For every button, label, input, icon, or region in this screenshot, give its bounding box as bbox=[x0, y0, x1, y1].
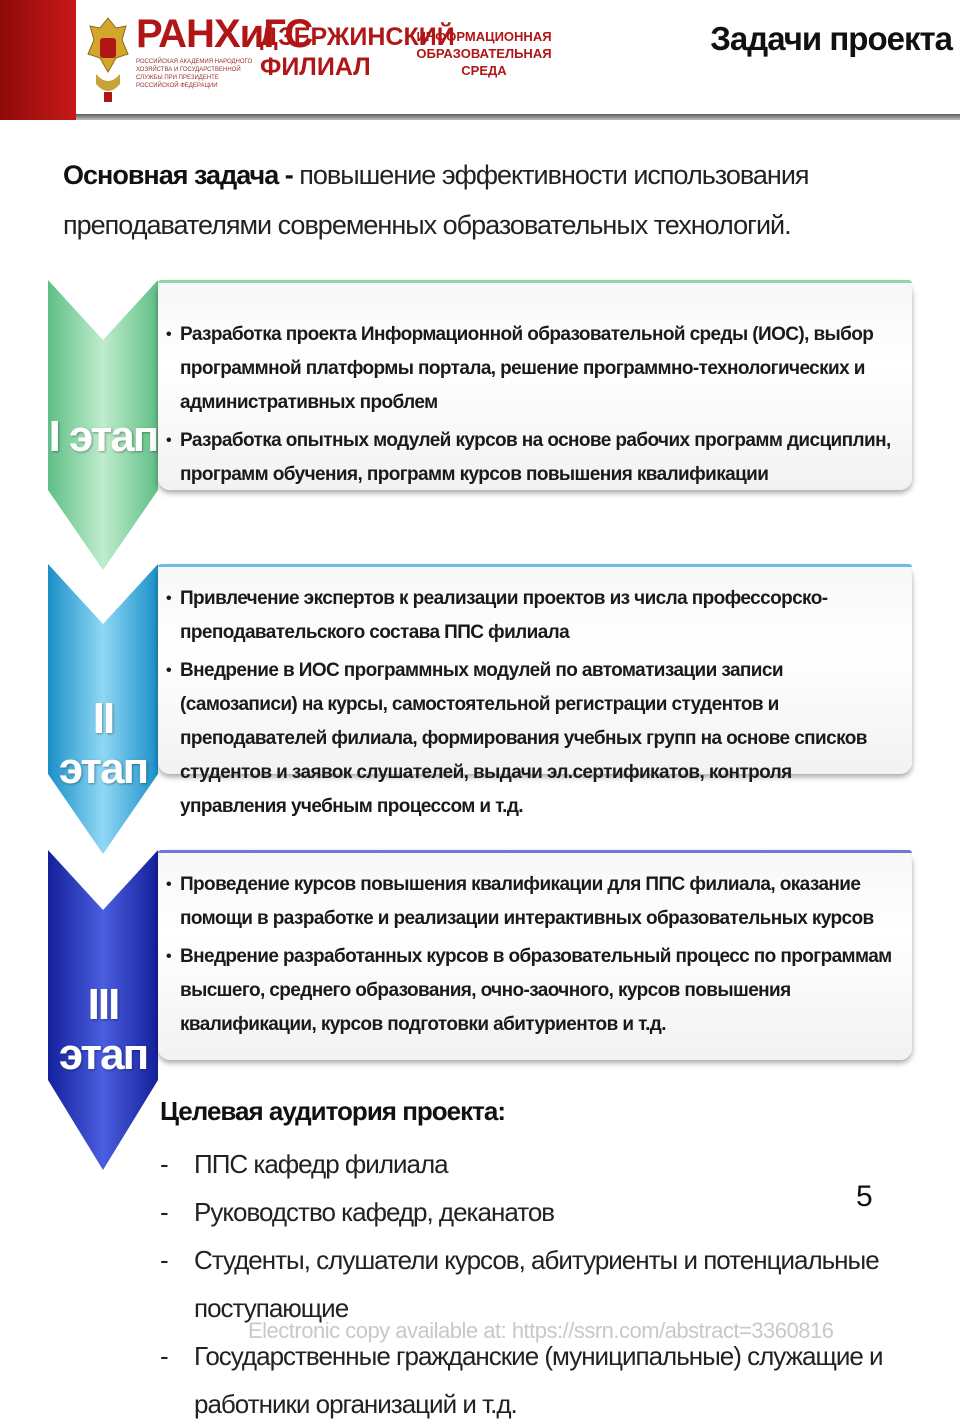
audience-list bbox=[160, 1140, 920, 1428]
audience-item: - Руководство кафедр, деканатов bbox=[160, 1188, 920, 1236]
emblem-icon bbox=[86, 14, 130, 104]
logo-subtitle: РОССИЙСКАЯ АКАДЕМИЯ НАРОДНОГО ХОЗЯЙСТВА И ГОСУДАРСТВЕННОЙ СЛУЖБЫ ПРИ ПРЕЗИДЕНТЕ РОССИЙСКОЙ ФЕДЕРАЦИИ bbox=[136, 59, 253, 89]
stage-3-label: III этап bbox=[58, 980, 148, 1079]
slide-header bbox=[0, 0, 960, 120]
main-task bbox=[63, 150, 923, 250]
stage-1-label: I этап bbox=[48, 412, 158, 461]
footer-link: Electronic copy available at: https://ssrn.com/abstract=3360816 bbox=[248, 1318, 834, 1343]
stage-3-chevron bbox=[48, 850, 158, 1170]
stage-3-item-1: • Проведение курсов повышения квалификации для ППС филиала, оказание помощи в разработке и реализации интерактивных образовательных курсов bbox=[180, 868, 900, 936]
main-task-text: повышение эффективности использования преподавателями современных образовательных технологий. bbox=[63, 160, 809, 240]
stage-2-label: II этап bbox=[58, 694, 148, 793]
stage-2-box bbox=[158, 564, 912, 817]
branch-line-1: ДЗЕРЖИНСКИЙ bbox=[260, 23, 455, 51]
ios-label: ИНФОРМАЦИОННАЯ ОБРАЗОВАТЕЛЬНАЯ СРЕДА bbox=[416, 29, 552, 78]
branch-line-2: ФИЛИАЛ bbox=[260, 53, 371, 81]
stage-2-item-1: • Привлечение экспертов к реализации проектов из числа профессорско-преподавательского состава ППС филиала bbox=[180, 582, 900, 650]
stage-3-box bbox=[158, 850, 912, 1060]
logo-text: РАНХиГС bbox=[136, 12, 313, 56]
stage-1-chevron bbox=[48, 280, 158, 570]
page-number: 5 bbox=[856, 1180, 873, 1213]
audience-item: - ППС кафедр филиала bbox=[160, 1140, 920, 1188]
audience-title: Целевая аудитория проекта: bbox=[160, 1096, 505, 1126]
stage-3-item-2: • Внедрение разработанных курсов в образовательный процесс по программам высшего, среднего образования, очно-заочного, курсов повышения квалификации, курсов подготовки абитуриентов и т.д. bbox=[180, 940, 900, 1042]
header-divider bbox=[76, 114, 960, 120]
stage-1-item-1: • Разработка проекта Информационной образовательной среды (ИОС), выбор программной платформы портала, решение программно-технологических и административных проблем bbox=[180, 318, 900, 420]
audience-item: - Государственные гражданские (муниципальные) служащие и работники организаций и т.д. bbox=[160, 1332, 920, 1428]
stage-2-chevron bbox=[48, 564, 158, 854]
stage-1-box bbox=[158, 280, 912, 490]
audience-item: - Студенты, слушатели курсов, абитуриенты и потенциальные поступающие bbox=[160, 1236, 920, 1332]
main-task-lead: Основная задача - bbox=[63, 160, 293, 190]
stage-1-item-2: • Разработка опытных модулей курсов на основе рабочих программ дисциплин, программ обучения, программ курсов повышения квалификации bbox=[180, 424, 900, 492]
header-red-band bbox=[0, 0, 76, 120]
stage-2-item-2: • Внедрение в ИОС программных модулей по автоматизации записи (самозаписи) на курсы, самостоятельной регистрации студентов и преподавателей филиала, формирования учебных групп на основе списков студентов и заявок слушателей, выдачи эл.сертификатов, контроля управления учебным процессом и т.д. bbox=[180, 654, 900, 824]
page-title: Задачи проекта bbox=[710, 20, 952, 57]
